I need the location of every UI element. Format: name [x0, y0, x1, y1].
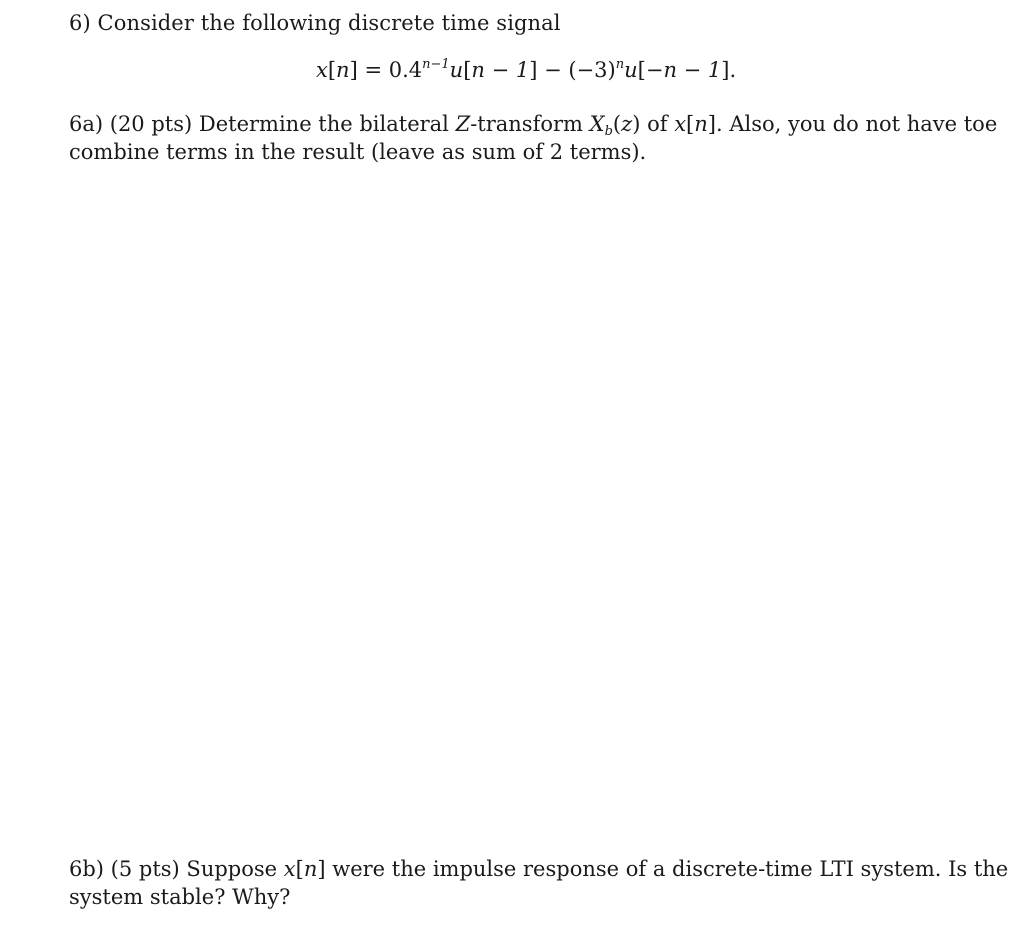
eq-step1-var: u — [449, 58, 464, 82]
eq-lhs-index: n — [336, 58, 350, 82]
part-a-line1: 6a) (20 pts) Determine the bilateral Z-transform $X_b(z)$ of x[n]. Also, you do not have toe — [69, 112, 998, 139]
part-b-label: 6b) (5 pts) Suppose — [69, 857, 278, 881]
part-a-mid2: of — [647, 112, 668, 136]
z-symbol: Z — [455, 112, 471, 136]
eq-base2: (−3) — [568, 58, 616, 82]
part-b-text — [69, 855, 1008, 911]
part-b-signal-index: n — [303, 857, 318, 881]
part-a-signal-index: n — [694, 112, 708, 136]
part-a-line2: combine terms in the result (leave as sum of 2 terms). — [69, 140, 647, 164]
eq-coef-exp: n−1 — [422, 57, 450, 72]
problem-heading: 6) Consider the following discrete time signal — [69, 11, 561, 35]
part-a-mid1: -transform — [470, 112, 583, 136]
xb-symbol: X — [589, 112, 605, 136]
part-b-line1: 6b) (5 pts) Suppose x[n] were the impulse response of a discrete-time LTI system. Is the — [69, 857, 1009, 881]
part-a-label: 6a) (20 pts) Determine the bilateral — [69, 112, 449, 136]
part-a-tail1: . Also, you do not have toe — [715, 112, 998, 136]
xb-arg: z — [621, 112, 633, 136]
eq-step1-index: n − 1 — [471, 58, 530, 82]
part-a-signal-var: x — [674, 112, 687, 136]
part-b-line2: system stable? Why? — [69, 885, 291, 909]
part-b-signal-var: x — [283, 857, 296, 881]
eq-lhs-var: x — [316, 58, 328, 82]
eq-coef: 0.4 — [388, 58, 423, 82]
part-b-tail1: were the impulse response of a discrete-time LTI system. Is the — [332, 857, 1009, 881]
eq-base2-exp: n — [615, 57, 625, 72]
eq-step2-index: −n − 1 — [645, 58, 722, 82]
signal-equation: $x[n] = 0.4^{n-1}u[n - 1] - (-3)^nu[-n - 1]$. — [316, 57, 737, 82]
part-a-text — [69, 110, 997, 166]
eq-step2-var: u — [624, 58, 638, 82]
xb-sub: b — [604, 124, 613, 139]
